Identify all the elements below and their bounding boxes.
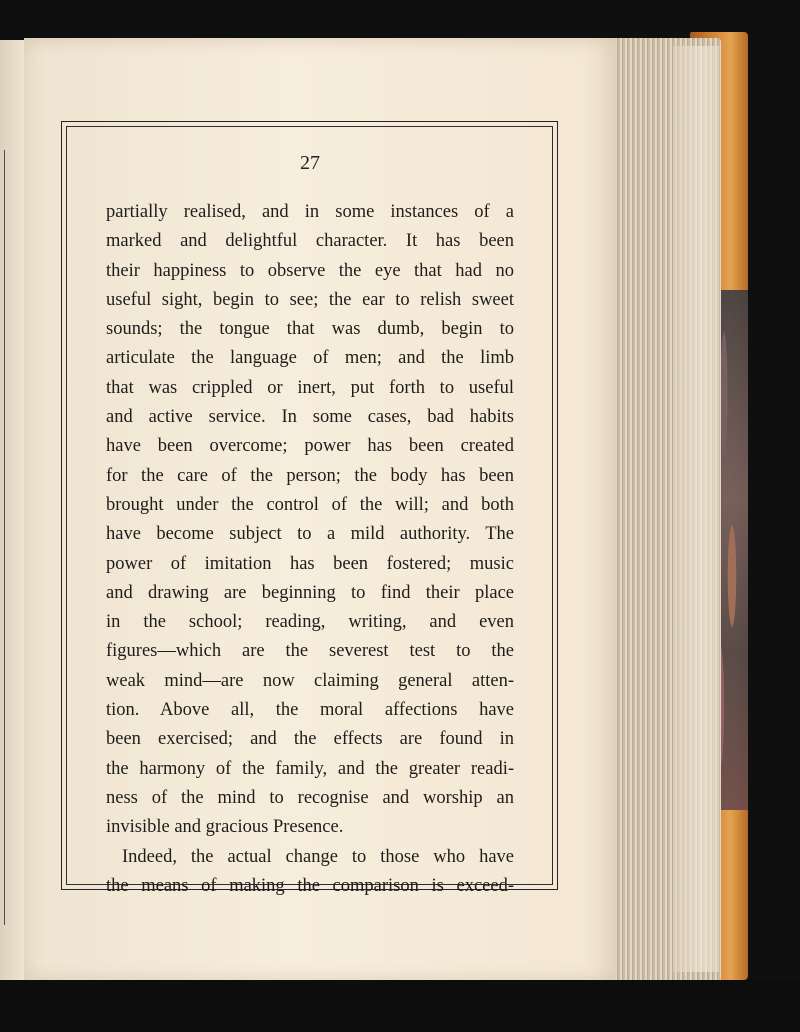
text-line-6: articulate the language of men; and the limb [106, 348, 514, 369]
text-line-12: have become subject to a mild authority. The [106, 524, 514, 545]
text-line-2: marked and delightful character. It has been [106, 231, 514, 252]
text-line-8: and active service. In some cases, bad habits [106, 407, 514, 428]
text-line-17: weak mind—are now claiming general atten- [106, 670, 514, 691]
text-line-20: the harmony of the family, and the greater readi- [106, 758, 514, 779]
text-line-13: power of imitation has been fostered; music [106, 553, 514, 574]
page-number: 27 [300, 152, 320, 174]
text-line-1: partially realised, and in some instances of a [106, 202, 514, 222]
text-line-21: ness of the mind to recognise and worship an [106, 787, 514, 808]
text-line-18: tion. Above all, the moral affections have [106, 700, 514, 721]
text-line-24: the means of making the comparison is exceed- [106, 875, 514, 896]
text-line-14: and drawing are beginning to find their place [106, 582, 514, 603]
text-line-3: their happiness to observe the eye that had no [106, 260, 514, 281]
previous-page-border-rule [4, 150, 5, 925]
text-line-15: in the school; reading, writing, and even [106, 612, 514, 633]
text-line-16: figures—which are the severest test to the [106, 641, 514, 662]
text-line-5: sounds; the tongue that was dumb, begin to [106, 319, 514, 340]
page-text [106, 198, 514, 901]
text-line-22: invisible and gracious Presence. [106, 817, 344, 838]
text-line-19: been exercised; and the effects are found in [106, 729, 514, 750]
dark-background-bottom [0, 980, 800, 1032]
text-line-7: that was crippled or inert, put forth to useful [106, 377, 514, 398]
text-line-10: for the care of the person; the body has been [106, 465, 514, 486]
text-line-23: Indeed, the actual change to those who have [122, 846, 514, 867]
text-line-4: useful sight, begin to see; the ear to relish sweet [106, 289, 514, 310]
text-line-9: have been overcome; power has been created [106, 436, 514, 457]
page-block-edges [603, 38, 721, 982]
text-line-11: brought under the control of the will; and both [106, 494, 514, 515]
